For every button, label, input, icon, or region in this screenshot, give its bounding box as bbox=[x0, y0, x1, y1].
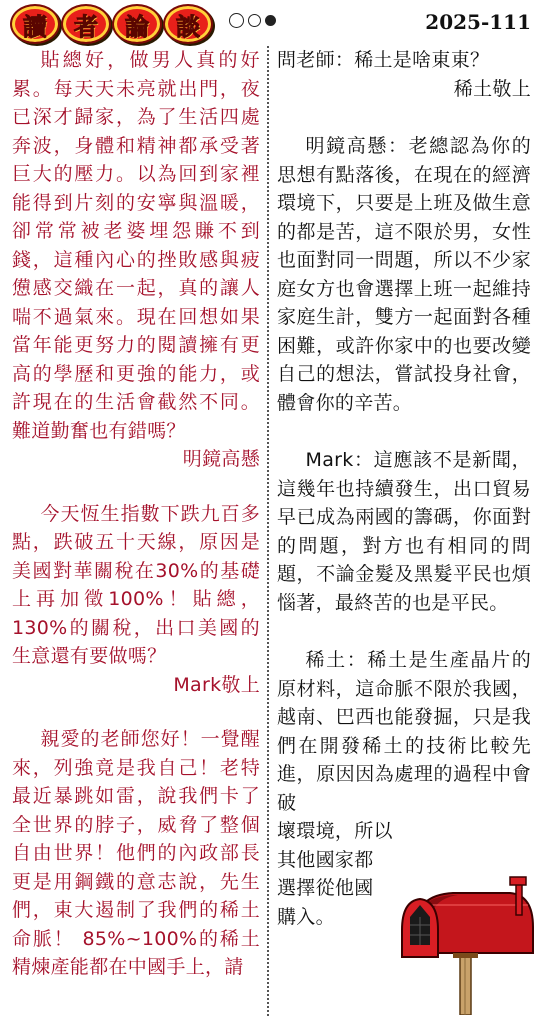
reply-3-wrapped-line-3: 選擇從他國 bbox=[277, 877, 374, 899]
right-column bbox=[277, 46, 531, 931]
reply-2: Mark：這應該不是新聞，這幾年也持續發生，出口貿易早已成為兩國的籌碼，你面對的問題，對方也有相同的問題，不論金髮及黑髮平民也煩惱著，最終苦的也是平民。 bbox=[277, 449, 531, 614]
letter-2-signature: Mark敬上 bbox=[173, 673, 260, 696]
circle-icon bbox=[248, 14, 261, 27]
column-header bbox=[0, 0, 545, 44]
reader-letter-1: 貼總好，做男人真的好累。每天天未亮就出門，夜已深才歸家，為了生活四處奔波，身體和精神都承受著巨大的壓力。以為回到家裡能得到片刻的安寧與溫暖，卻常常被老婆埋怨賺不到錢，這種內心的挫敗感與疲憊感交織在一起，真的讓人喘不過氣來。現在回想如果當年能更努力的閱讀擁有更高的學歷和更強的能力，或許現在的生活會截然不同。難道勤奮也有錯嗎？ bbox=[12, 49, 260, 442]
reader-letter-2: 今天恆生指數下跌九百多點，跌破五十天線，原因是美國對華關稅在30%的基礎上再加徵100%！貼總，130%的關稅，出口美國的生意還有要做嗎？ bbox=[12, 502, 260, 667]
reader-letter-3: 親愛的老師您好！一覺醒來，列強竟是我自己！老特最近暴跳如雷，說我們卡了全世界的脖子，威脅了整個自由世界！他們的內政部長更是用鋼鐵的意志說，先生們，東大遏制了我們的稀土命脈！ 85%~100%的稀土精煉產能都在中國手上，請 bbox=[12, 728, 260, 978]
title-badge-1: 讀 bbox=[10, 4, 60, 44]
reply-3-wrapped-line-4: 購入。 bbox=[277, 905, 335, 928]
title-badge-2: 者 bbox=[61, 4, 111, 44]
reply-3: 稀土：稀土是生產晶片的原材料，這命脈不限於我國，越南、巴西也能發掘，只是我們在開發稀土的技術比較先進，原因因為處理的過程中會破 bbox=[277, 649, 531, 814]
title-badge-4: 談 bbox=[163, 4, 213, 44]
filled-circle-icon bbox=[265, 15, 276, 26]
mailbox-icon bbox=[398, 875, 538, 1015]
reply-3-wrapped-line-2: 其他國家都 bbox=[277, 848, 374, 871]
reply-3-wrapped-line-1: 壞環境，所以 bbox=[277, 820, 393, 842]
letter-3-question: 問老師：稀土是啥東東？ bbox=[277, 49, 490, 71]
title-badge-3: 論 bbox=[112, 4, 162, 44]
column-title-badges bbox=[10, 4, 213, 44]
column-divider bbox=[267, 46, 269, 1016]
reply-1: 明鏡高懸：老總認為你的思想有點落後，在現在的經濟環境下，只要是上班及做生意的都是苦，這不限於男，女性也面對同一問題，所以不少家庭女方也會選擇上班一起維持家庭生計，雙方一起面對各種困難，或許你家中的也要改變自己的想法，嘗試投身社會，體會你的辛苦。 bbox=[277, 135, 531, 414]
decorative-dots bbox=[229, 13, 276, 28]
issue-number: 2025-111 bbox=[425, 10, 531, 34]
circle-icon bbox=[229, 13, 244, 28]
left-column bbox=[12, 46, 260, 982]
letter-3-signature: 稀土敬上 bbox=[453, 77, 531, 100]
letter-1-signature: 明鏡高懸 bbox=[182, 448, 260, 470]
